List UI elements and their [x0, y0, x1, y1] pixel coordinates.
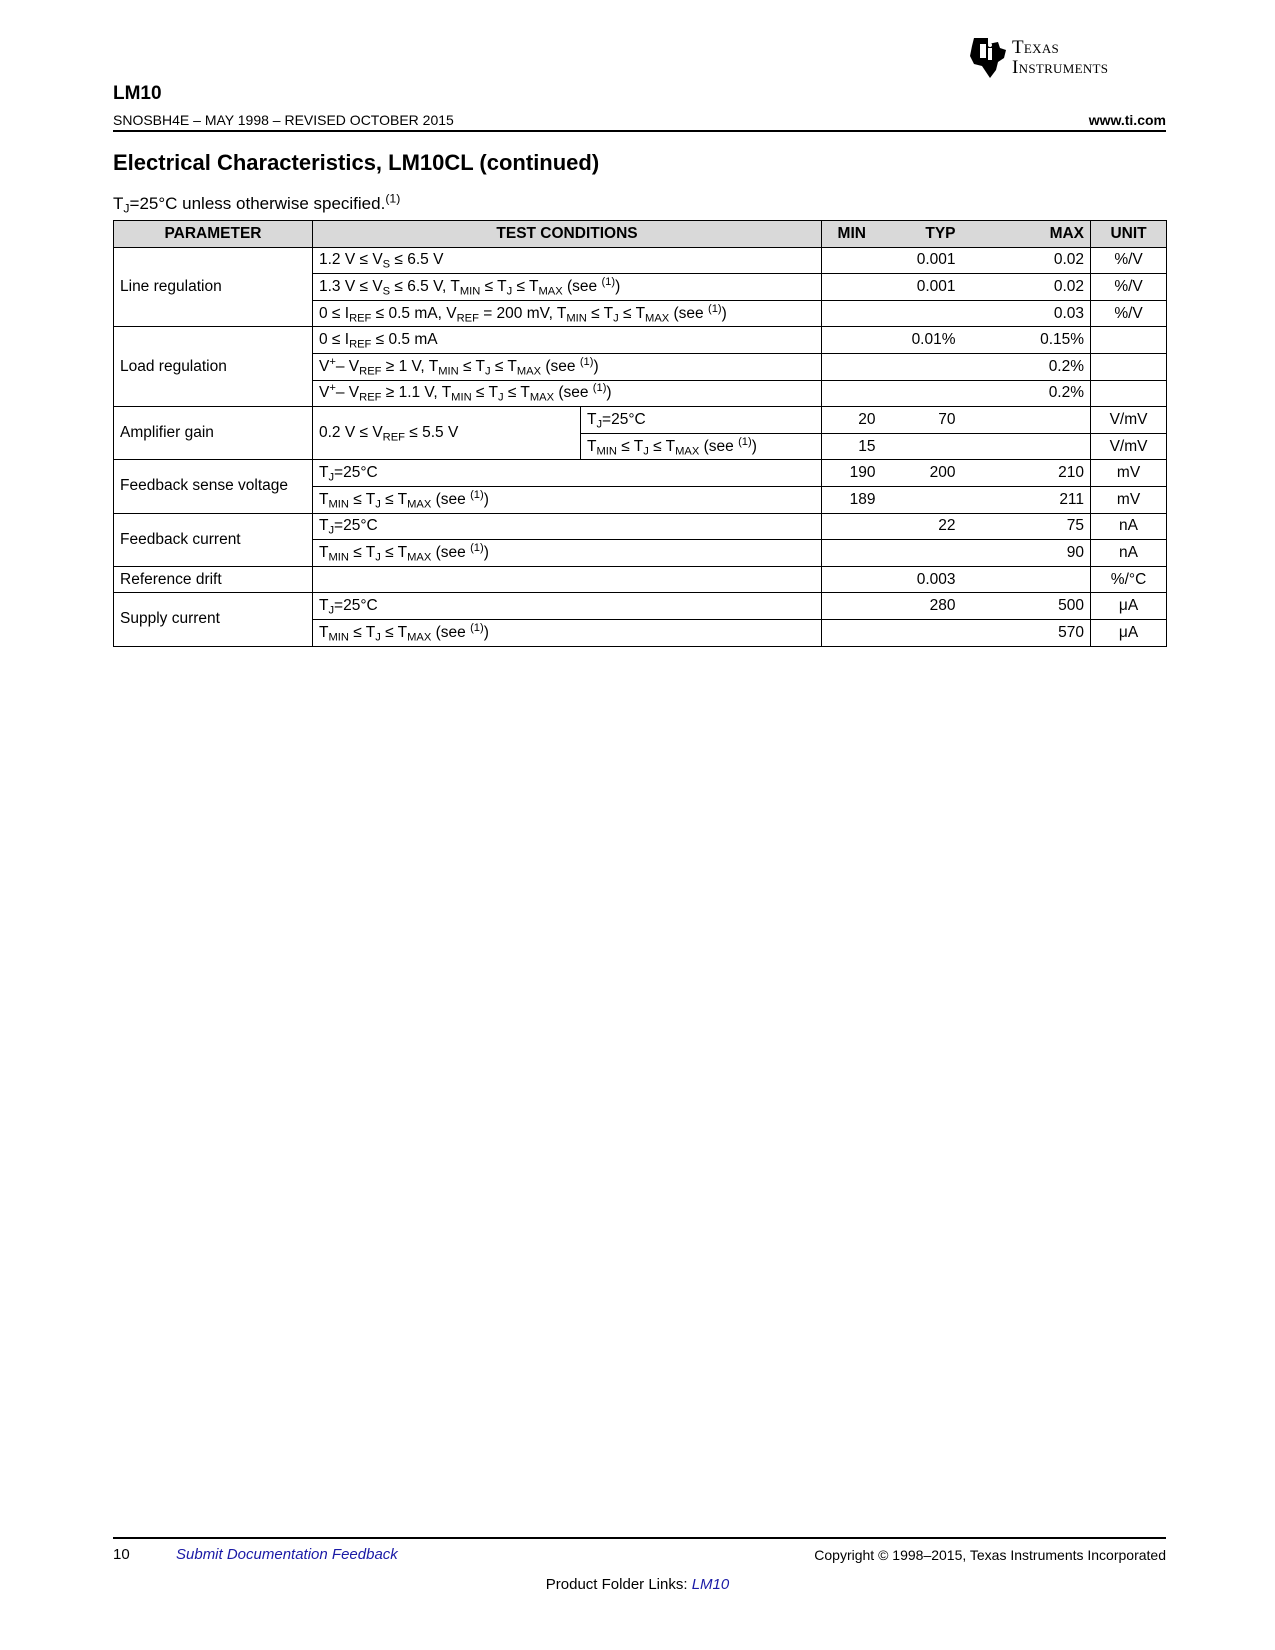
value-min [822, 540, 882, 567]
product-folder-link[interactable]: LM10 [691, 1576, 730, 1593]
value-unit: %/°C [1091, 566, 1167, 593]
value-max: 211 [962, 486, 1091, 513]
value-min [822, 593, 882, 620]
value-min [822, 247, 882, 274]
value-min [822, 566, 882, 593]
part-number: LM10 [113, 83, 162, 104]
copyright: Copyright © 1998–2015, Texas Instruments Incorporated [814, 1547, 1166, 1563]
value-unit [1091, 380, 1167, 407]
value-typ [882, 380, 962, 407]
footnote-ref[interactable]: (1) [601, 275, 616, 288]
value-min [822, 327, 882, 354]
value-unit: %/V [1091, 300, 1167, 327]
header-unit: UNIT [1091, 221, 1167, 248]
value-unit: V/mV [1091, 407, 1167, 434]
document-id: SNOSBH4E – MAY 1998 – REVISED OCTOBER 2015 [113, 112, 454, 128]
value-max: 0.02 [962, 247, 1091, 274]
footnote-ref[interactable]: (1) [470, 488, 484, 501]
param-supply-current: Supply current [114, 593, 313, 646]
value-max: 0.03 [962, 300, 1091, 327]
test-condition: $T_{MIN} \le T_J \le T_{MAX}$ (see $^{(1)}$) [313, 619, 822, 646]
condition-note: $T_J=25^\circ C$ unless otherwise specified.$^{(1)}$ [113, 191, 401, 216]
value-max [962, 433, 1091, 460]
value-typ: 200 [882, 460, 962, 487]
param-reference-drift: Reference drift [114, 566, 313, 593]
value-max: 0.2% [962, 353, 1091, 380]
value-typ [882, 300, 962, 327]
value-max: 0.2% [962, 380, 1091, 407]
value-typ: 22 [882, 513, 962, 540]
param-amplifier-gain: Amplifier gain [114, 407, 313, 460]
param-load-regulation: Load regulation [114, 327, 313, 407]
footnote-ref[interactable]: (1) [470, 541, 484, 554]
value-typ: 0.003 [882, 566, 962, 593]
test-condition: $T_J=25^\circ C$ [313, 460, 822, 487]
value-min [822, 619, 882, 646]
value-max: 500 [962, 593, 1091, 620]
value-max: 570 [962, 619, 1091, 646]
page-number: 10 [113, 1546, 130, 1563]
value-unit: nA [1091, 540, 1167, 567]
header-rule [113, 130, 1166, 132]
value-typ [882, 433, 962, 460]
test-condition: V+– $V_{REF} \ge 1$ V, $T_{MIN} \le T_J \le T_{MAX}$ (see $^{(1)}$) [313, 353, 822, 380]
table-row [114, 566, 1167, 593]
table-row [114, 327, 1167, 354]
value-typ: 70 [882, 407, 962, 434]
value-min: 20 [822, 407, 882, 434]
value-min: 190 [822, 460, 882, 487]
value-unit: %/V [1091, 247, 1167, 274]
value-min [822, 513, 882, 540]
product-folder-links [0, 1576, 1275, 1593]
value-typ [882, 486, 962, 513]
value-max: 0.15% [962, 327, 1091, 354]
test-condition: $T_J=25^\circ C$ [313, 513, 822, 540]
table-row [114, 460, 1167, 487]
value-min [822, 300, 882, 327]
value-min [822, 353, 882, 380]
ti-logo [968, 34, 1168, 84]
footnote-ref[interactable]: (1) [592, 382, 607, 395]
value-max [962, 407, 1091, 434]
test-condition: 1.3 $V \le V_S \le 6.5$ V, $T_{MIN} \le T_J \le T_{MAX}$ (see $^{(1)}$) [313, 274, 822, 301]
table-row [114, 593, 1167, 620]
footnote-ref[interactable]: (1) [385, 191, 401, 206]
value-typ [882, 619, 962, 646]
test-condition [313, 566, 822, 593]
value-min [822, 274, 882, 301]
footer-rule [113, 1537, 1166, 1539]
value-max [962, 566, 1091, 593]
param-feedback-sense-voltage: Feedback sense voltage [114, 460, 313, 513]
value-min: 15 [822, 433, 882, 460]
test-condition: $T_J=25^\circ C$ [313, 593, 822, 620]
value-unit: mV [1091, 460, 1167, 487]
value-min: 189 [822, 486, 882, 513]
value-unit [1091, 353, 1167, 380]
ti-wordmark [1012, 38, 1108, 78]
header-test-conditions: TEST CONDITIONS [313, 221, 822, 248]
header-parameter: PARAMETER [114, 221, 313, 248]
value-unit: μA [1091, 619, 1167, 646]
table-row [114, 407, 1167, 434]
header-typ: TYP [882, 221, 962, 248]
value-max: 75 [962, 513, 1091, 540]
footnote-ref[interactable]: (1) [738, 435, 752, 448]
value-unit: mV [1091, 486, 1167, 513]
test-condition: 0.2 $V \le V_{REF} \le 5.5$ V [313, 407, 581, 460]
value-typ [882, 540, 962, 567]
value-max: 90 [962, 540, 1091, 567]
value-max: 210 [962, 460, 1091, 487]
value-typ: 0.001 [882, 247, 962, 274]
test-condition: V+– $V_{REF} \ge 1.1$ V, $T_{MIN} \le T_J \le T_{MAX}$ (see $^{(1)}$) [313, 380, 822, 407]
value-unit: %/V [1091, 274, 1167, 301]
test-condition: $T_{MIN} \le T_J \le T_{MAX}$ (see $^{(1)}$) [313, 540, 822, 567]
website-link[interactable]: www.ti.com [1088, 112, 1166, 128]
test-condition: $0 \le I_{REF} \le 0.5$ mA [313, 327, 822, 354]
electrical-characteristics-table [113, 220, 1167, 647]
test-condition-sub: $T_{MIN} \le T_J \le T_{MAX}$ (see $^{(1)}$) [581, 433, 822, 460]
footnote-ref[interactable]: (1) [470, 621, 484, 634]
table-header-row [114, 221, 1167, 248]
value-unit: μA [1091, 593, 1167, 620]
value-unit: V/mV [1091, 433, 1167, 460]
brand-line-1: Texas [1012, 37, 1060, 58]
footnote-ref[interactable]: (1) [579, 355, 594, 368]
value-min [822, 380, 882, 407]
header-max: MAX [962, 221, 1091, 248]
header-min: MIN [822, 221, 882, 248]
value-typ [882, 353, 962, 380]
value-typ: 280 [882, 593, 962, 620]
footnote-ref[interactable]: (1) [707, 302, 722, 315]
test-condition: $T_{MIN} \le T_J \le T_{MAX}$ (see $^{(1)}$) [313, 486, 822, 513]
links-label: Product Folder Links: [545, 1576, 692, 1593]
test-condition: 1.2 $V \le V_S \le 6.5$ V [313, 247, 822, 274]
value-unit: nA [1091, 513, 1167, 540]
brand-line-2: Instruments [1012, 57, 1109, 78]
table-row [114, 513, 1167, 540]
section-title: Electrical Characteristics, LM10CL (continued) [113, 150, 600, 175]
test-condition: $0 \le I_{REF} \le 0.5$ mA, $V_{REF} = 200$ mV, $T_{MIN} \le T_J \le T_{MAX}$ (see $^{(1)}$) [313, 300, 822, 327]
value-max: 0.02 [962, 274, 1091, 301]
param-feedback-current: Feedback current [114, 513, 313, 566]
value-typ: 0.01% [882, 327, 962, 354]
param-line-regulation: Line regulation [114, 247, 313, 327]
table-row [114, 247, 1167, 274]
value-typ: 0.001 [882, 274, 962, 301]
submit-feedback-link[interactable]: Submit Documentation Feedback [176, 1546, 398, 1563]
test-condition-sub: $T_J=25^\circ C$ [581, 407, 822, 434]
ti-logo-icon [968, 36, 1010, 80]
value-unit [1091, 327, 1167, 354]
